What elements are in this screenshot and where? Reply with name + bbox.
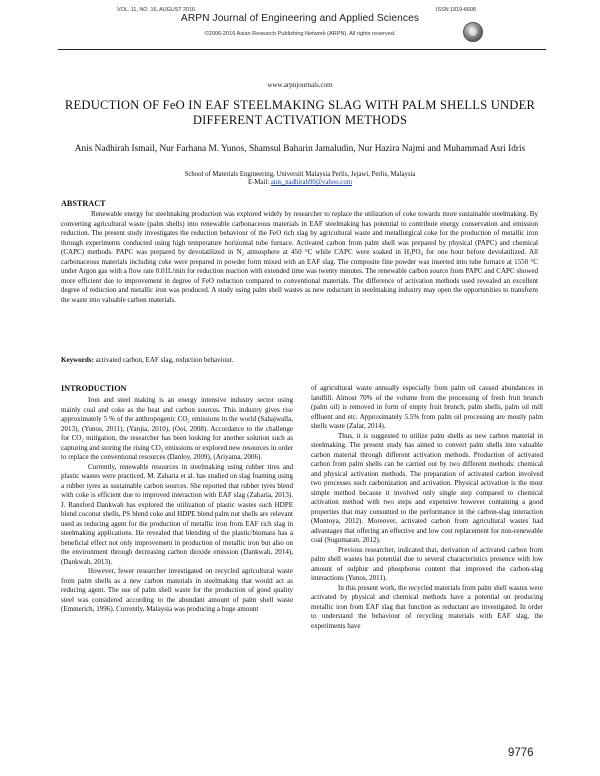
author-affiliation: School of Materials Engineering, Universiti Malaysia Perlis, Jejawi, Perlis, Malaysia <box>184 171 416 178</box>
copyright-notice: ©2006-2016 Asian Research Publishing Network (ARPN). All rights reserved. <box>204 31 396 37</box>
author-list: Anis Nadhirah Ismail, Nur Farhana M. Yunos, Shamsul Baharin Jamaludin, Nur Hazira Najmi and Muhammad Asri Idris <box>74 144 526 154</box>
email-link[interactable]: anis_nadhirah90@yahoo.com <box>270 179 353 186</box>
paragraph: However, fewer researcher investigated on recycled agricultural waste from palm shells as a new carbon materials in steelmaking that would act as reducing agent. The use of palm shell waste for the production of good quality steel was considered according to the abundant amount of palm shell waste (Emmerich, 1996). Currently, Malaysia was producing a huge amount <box>61 567 293 613</box>
keywords-line <box>61 356 538 364</box>
paragraph: Iron and steel making is an energy intensive industry sector using mainly coal and coke as the heat and carbon sources. This industry gives rise approximately 5 % of the anthropogenic CO₂ emissions in the world (Sahajwalla, 2013), (Yunos, 2011), (Yanjia, 2010), (Ooi, 2008). Accordance to the challenge for CO₂ mitigation, the researcher has been looking for another solution such as capturing and storing the rising CO₂ emissions or explored new resources in order to replace the conventional resources (Danloy, 2009), (Ariyama, 2006). <box>61 396 293 461</box>
right-column <box>311 384 543 631</box>
email-label: E-Mail: <box>247 179 271 186</box>
paragraph: Thus, it is suggested to utilize palm shells as new carbon material in steelmaking. The present study has aimed to convert palm shells into valuable carbon material through different activation methods. Production of activated carbon from palm shells can be carried out by two different methods: chemical and physical activation methods. The preparation of activated carbon involved two processes such carbonization and activation. Physical activation is the most simple method because it involved only single step compared to chemical activation method with two steps and expensive however containing a good properties that may consumed to the performance in the carbon-slag interaction (Montoya, 2012). Moreover, activated carbon from agricultural wastes had advantages that offering an effective and low cost replacement for non-renewable coal (Sugumaran, 2012). <box>311 431 543 544</box>
paragraph: In this present work, the recycled materials from palm shell wastes were activated by physical and chemical methods have a potential on producing metallic iron from EAF slag that function as reductant are investigated. In order to understand the behaviour of recycling materials with EAF slag, the experiments have <box>311 583 543 630</box>
journal-name: ARPN Journal of Engineering and Applied Sciences <box>180 13 420 24</box>
paper-title: REDUCTION OF FeO IN EAF STEELMAKING SLAG WITH PALM SHELLS UNDER DIFFERENT ACTIVATION METHODS <box>64 98 536 127</box>
keywords-label: Keywords: <box>61 356 94 364</box>
volume-info: VOL. 11, NO. 16, AUGUST 2016 <box>117 7 196 13</box>
issn-info: ISSN 1819-6608 <box>436 7 476 13</box>
introduction-heading: INTRODUCTION <box>61 384 127 393</box>
journal-url[interactable]: www.arpnjournals.com <box>267 81 333 89</box>
left-column <box>61 396 293 615</box>
abstract-heading: ABSTRACT <box>61 199 106 208</box>
paragraph: Previous researcher, indicated that, derivation of activated carbon from palm shell wastes has potential due to several characteristics presence with low amount of sulphur and phosphorus content that improved the carbon-slag interactions (Yunos, 2011). <box>311 545 543 582</box>
paragraph: of agricultural waste annually especially from palm oil caused abundances in landfill. Almost 70% of the volume from the processing of fresh fruit brunch (palm oil) is removed in form of empty fruit brunch, palm shells, palm oil mill effluent and etc. Approximately 5.5% from palm oil processing are mostly palm shells waste (Zafar, 2014). <box>311 384 543 430</box>
page-number: 9776 <box>508 747 534 759</box>
logo-highlight <box>469 28 477 36</box>
paragraph: Currently, renewable resources in steelmaking using rubber tires and plastic wastes were practiced. M. Zaharia et al. has studied on slag foaming using a rubber tyres as sustainable carbon sources. She reported that rubber tyres blend with coke is efficient due to improved interaction with EAF slag (Zaharia, 2013). J. Ransford Dankwah has explored the utilization of plastic wastes such HDPE blend coconut shells, PS blend coke and HDPE blend palm nut shells are relevant used as reducing agent for the production of metallic iron from EAF rich slag in steelmaking applications. He revealed that blending of the plastic/biomass has a beneficial effect not only improvement in production of metallic iron but also on the environment through decreasing carbon dioxide emission (Dankwah, 2014), (Dankwah, 2013). <box>61 462 293 566</box>
abstract-text: Renewable energy for steelmaking production was explored widely by researcher to replace the utilization of coke towards more sustainable steelmaking. By converting agricultural waste (palm shells) into renewable carbonaceous materials in EAF steelmaking has potential to contribute energy conservation and emission reduction. The present study investigates the reduction behaviour of the FeO rich slag by agricultural waste and metallurgical coke for the production of metallic iron through experiments conducted using high temperature horizontal tube furnace. Activated carbon from palm shell was prepared by physical (PAPC) and chemical (CAPC) methods. PAPC was prepared by devolatilized in N₂ atmosphere at 450 °C while CAPC were soaked in H₃PO₄ for one hour before devolatilized. All carbonaceous materials including coke were prepared in powder form mixed with an EAF slag. The composite fine powder was inserted into tube furnace at 1550 °C under Argon gas with a flow rate 0.01L/min for reduction reaction with extended time was twenty minutes. The renewable carbon source from PAPC and CAPC showed more efficient due to improvement in degree of FeO reduction compared to conventional materials. The difference of activation methods used revealed an excellent degree of reduction and metallic iron was produced. A study using palm shell wastes as new reductant in steelmaking industry may open the opportunities to transform the waste into valuable carbon materials. <box>61 210 538 304</box>
arpn-globe-logo-icon <box>463 22 483 42</box>
email-line <box>60 179 540 186</box>
header-divider <box>58 49 546 50</box>
keywords-text: activated carbon, EAF slag, reduction behaviour. <box>93 356 234 364</box>
